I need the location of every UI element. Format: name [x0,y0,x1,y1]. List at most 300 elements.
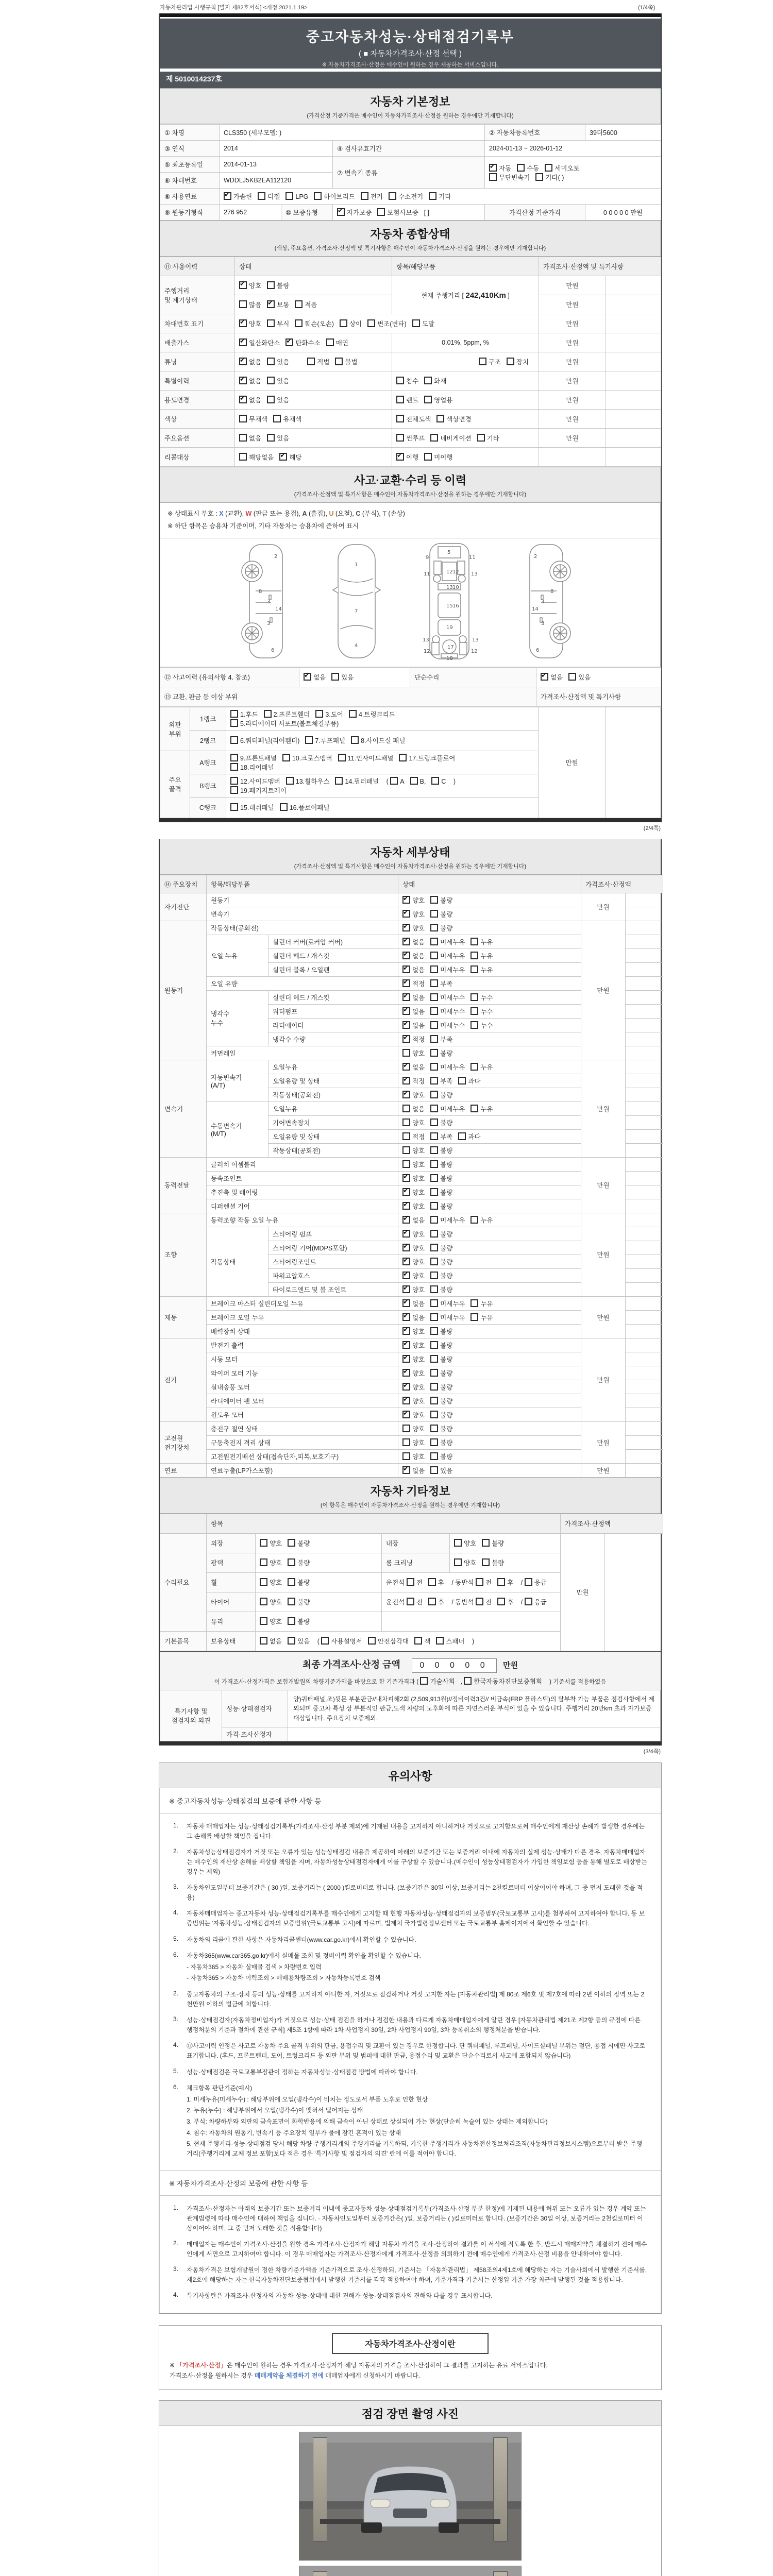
checkbox-후[interactable] [497,1597,513,1606]
checkbox-label: 수동 [527,164,540,172]
checkbox-적정[interactable] [402,1035,425,1044]
cell: 주요 골격 [160,751,190,818]
checkbox-양호[interactable] [402,1452,425,1461]
checkbox-미세누수[interactable] [430,993,465,1002]
checkbox-16.플로어패널[interactable] [280,803,330,812]
checkbox-1.후드[interactable] [230,709,258,719]
checkbox-13.휠하우스[interactable] [286,776,330,786]
checkbox-적법[interactable] [307,357,329,366]
checkbox-미세누유[interactable] [430,1313,465,1322]
notice-item [173,1848,647,1876]
checkbox-icon [430,993,438,1001]
cell [226,751,539,774]
cell: 가격조사·산정액 [581,875,663,893]
checkbox-18.리어패널[interactable] [230,762,274,772]
checkbox-응급[interactable] [525,1578,547,1587]
checkbox-15.대쉬패널[interactable] [230,803,274,812]
checkbox-있음[interactable] [267,395,289,404]
notice-item [173,2291,647,2301]
checkbox-없음[interactable] [239,376,261,385]
checkbox-label: 양호 [464,1560,477,1567]
checkbox-label: 양호 [412,1439,425,1447]
checkbox-양호[interactable] [402,1424,425,1433]
checkbox-label: 불량 [440,1425,453,1433]
checkbox-없음[interactable] [402,965,425,974]
checkbox-자동[interactable] [489,163,511,173]
checkbox-불량[interactable] [430,1257,452,1266]
checkbox-기타[interactable] [429,192,451,201]
cell: 2014-01-13 [220,157,333,173]
cell [626,1115,663,1129]
checkbox-양호[interactable] [239,281,261,290]
checkbox-기술사회[interactable] [420,1676,455,1686]
checkbox-LPG[interactable] [285,192,308,200]
checkbox-양호[interactable] [402,1410,425,1419]
checkbox-불량[interactable] [430,1160,452,1169]
text: (흠집), [307,510,329,517]
checkbox-icon [230,803,238,811]
checkbox-label: 양호 [412,1049,425,1057]
checkbox-양호[interactable] [402,1243,425,1252]
checkbox-icon [525,1598,532,1605]
cell [398,962,581,976]
checkbox-누수[interactable] [470,1021,493,1030]
checkbox-6.쿼터패널(리어휀더)[interactable] [230,736,299,745]
checkbox-icon [430,979,438,987]
checkbox-icon [424,396,432,403]
notice-text: 자동차365(www.car365.go.kr)에서 실매물 조회 및 정비이력 확인을 확인할 수 있습니다. [187,1952,421,1960]
checkbox-있음[interactable] [568,672,591,682]
svg-text:8: 8 [259,588,262,595]
checkbox-미세누유[interactable] [430,1299,465,1308]
checkbox-양호[interactable] [402,1354,425,1364]
checkbox-도말[interactable] [412,319,434,328]
checkbox-구조[interactable] [479,357,501,366]
checkbox-후[interactable] [497,1578,513,1587]
checkbox-label: 침수 [406,378,419,385]
checkbox-불법[interactable] [335,357,357,366]
checkbox-누유[interactable] [470,937,493,946]
cell: 배출가스 [160,333,235,352]
checkbox-양호[interactable] [402,1118,425,1127]
checkbox-썬루프[interactable] [396,433,425,443]
checkbox-미세누유[interactable] [430,937,465,946]
cell: 작동상태(공회전) [207,921,398,935]
checkbox-과다[interactable] [458,1076,480,1086]
checkbox-무채색[interactable] [239,414,267,423]
checkbox-19.패키지트레이[interactable] [230,786,287,795]
checkbox-없음[interactable] [402,1062,425,1072]
notice-subtext: - 자동차365 > 자동차 이력조회 > 매매용차량조회 > 자동차등록번호 검색 [187,1974,381,1982]
checkbox-불량[interactable] [430,1341,452,1350]
cell [392,391,539,410]
checkbox-디젤[interactable] [258,192,280,201]
checkbox-양호[interactable] [260,1617,282,1626]
checkbox-한국자동차진단보증협회[interactable] [464,1676,542,1686]
checkbox-불량[interactable] [430,1271,452,1280]
checkbox-불량[interactable] [288,1538,310,1548]
checkbox-label: 안전삼각대 [377,1638,409,1645]
checkbox-장치[interactable] [507,357,529,366]
cell: 만원 [581,1213,626,1296]
checkbox-부족[interactable] [430,1076,452,1086]
checkbox-보통[interactable] [267,300,289,309]
checkbox-양호[interactable] [260,1558,282,1567]
checkbox-누수[interactable] [470,993,493,1002]
checkbox-불량[interactable] [430,1229,452,1239]
checkbox-자가보증[interactable] [337,208,372,217]
checkbox-양호[interactable] [402,1396,425,1405]
checkbox-icon [430,1021,438,1029]
checkbox-누유[interactable] [470,1313,493,1322]
checkbox-양호[interactable] [402,1285,425,1294]
cell: 와이퍼 모터 기능 [207,1366,398,1380]
checkbox-없음[interactable] [402,1021,425,1030]
checkbox-미세누유[interactable] [430,1062,465,1072]
checkbox-미세누유[interactable] [430,951,465,960]
checkbox-보험사보증[interactable] [377,208,418,217]
checkbox-12.사이드멤버[interactable] [230,776,280,786]
checkbox-불량[interactable] [430,1396,452,1405]
checkbox-누유[interactable] [470,1215,493,1225]
checkbox-불량[interactable] [430,1410,452,1419]
checkbox-상이[interactable] [340,319,362,328]
cell [626,1394,663,1408]
checkbox-있음[interactable] [267,376,289,385]
checkbox-누유[interactable] [470,951,493,960]
checkbox-없음[interactable] [239,357,261,366]
checkbox-매연[interactable] [326,338,348,347]
checkbox-5.라디에이터 서포트(볼트체결부품)[interactable] [230,719,339,728]
checkbox-없음[interactable] [402,1299,425,1308]
checkbox-양호[interactable] [260,1597,282,1606]
checkbox-label: 있음 [440,1467,453,1475]
checkbox-불량[interactable] [430,895,452,905]
checkbox-가솔린[interactable] [224,192,252,201]
svg-text:9: 9 [426,554,429,561]
checkbox-불량[interactable] [430,1424,452,1433]
checkbox-부족[interactable] [430,1035,452,1044]
checkbox-있음[interactable] [430,1466,452,1475]
checkbox-기타[interactable] [477,433,499,443]
checkbox-2.프론트휀더[interactable] [264,709,310,719]
checkbox-기타( )[interactable] [535,173,564,182]
checkbox-icon [430,1341,438,1349]
cell [398,1366,581,1380]
checkbox-네비게이션[interactable] [430,433,471,443]
notice-number: 1. [173,2204,179,2212]
checkbox-없음[interactable] [541,672,563,682]
checkbox-불량[interactable] [430,1090,452,1099]
checkbox-없음[interactable] [402,1104,425,1113]
checkbox-icon [402,1160,410,1168]
checkbox-11.인사이드패널[interactable] [338,753,394,762]
checkbox-양호[interactable] [402,1341,425,1350]
cell: 1랭크 [190,707,226,730]
checkbox-미세누유[interactable] [430,1215,465,1225]
checkbox-양호[interactable] [402,923,425,933]
checkbox-양호[interactable] [402,909,425,919]
checkbox-불량[interactable] [430,1354,452,1364]
checkbox-양호[interactable] [402,1257,425,1266]
cell [235,429,392,448]
checkbox-해당없음[interactable] [239,452,274,462]
checkbox-8.사이드실 패널[interactable] [351,736,405,745]
checkbox-양호[interactable] [402,895,425,905]
checkbox-label: 있음 [578,674,591,681]
checkbox-누수[interactable] [470,1007,493,1016]
checkbox-양호[interactable] [454,1558,476,1567]
cell: 고전원전기배선 상태(접속단자,피복,보호기구) [207,1449,398,1463]
checkbox-양호[interactable] [402,1271,425,1280]
cell [382,1572,561,1592]
checkbox-색상변경[interactable] [436,414,471,423]
checkbox-양호[interactable] [239,319,261,328]
checkbox-label: 과다 [468,1077,481,1085]
checkbox-훼손(오손)[interactable] [295,319,334,328]
checkbox-전기[interactable] [361,192,383,201]
checkbox-14.필러패널[interactable] [335,776,379,786]
checkbox-checked-icon [402,1466,410,1474]
checkbox-부족[interactable] [430,1132,452,1141]
checkbox-전[interactable] [407,1597,423,1606]
checkbox-세미오토[interactable] [545,163,579,173]
checkbox-10.크로스멤버[interactable] [282,753,332,762]
checkbox-없음[interactable] [402,937,425,946]
checkbox-불량[interactable] [430,1382,452,1392]
svg-text:7: 7 [355,608,358,614]
checkbox-전[interactable] [407,1578,423,1587]
checkbox-누유[interactable] [470,1299,493,1308]
checkbox-C[interactable] [431,777,446,785]
cell [256,1533,382,1553]
checkbox-없음[interactable] [402,1007,425,1016]
checkbox-label: 후 [438,1599,444,1606]
checkbox-누유[interactable] [470,965,493,974]
checkbox-4.트렁크리드[interactable] [349,709,395,719]
checkbox-적정[interactable] [402,1132,425,1141]
checkbox-없음[interactable] [239,433,261,443]
checkbox-사용설명서[interactable] [321,1636,362,1646]
cell [382,1592,561,1612]
checkbox-불량[interactable] [430,1243,452,1252]
checkbox-불량[interactable] [288,1558,310,1567]
checkbox-양호[interactable] [402,1382,425,1392]
cell: 충전구 절연 상태 [207,1421,398,1435]
checkbox-label: 없음 [412,1105,425,1113]
checkbox-침수[interactable] [396,376,418,385]
checkbox-label: 불량 [440,1230,453,1238]
checkbox-전체도색[interactable] [396,414,431,423]
text: (요철), [333,510,356,517]
checkbox-응급[interactable] [525,1597,547,1606]
checkbox-미세누수[interactable] [430,1021,465,1030]
checkbox-불량[interactable] [430,1452,452,1461]
checkbox-checked-icon [402,910,410,918]
checkbox-icon [470,938,478,945]
checkbox-양호[interactable] [402,1201,425,1211]
checkbox-후[interactable] [428,1578,444,1587]
checkbox-icon [430,1397,438,1404]
checkbox-3.도어[interactable] [315,709,343,719]
svg-text:14: 14 [532,606,539,612]
checkbox-label: 7.루프패널 [315,737,346,744]
checkbox-17.트렁크플로어[interactable] [399,753,455,762]
cell [398,1088,581,1101]
cell [256,1553,382,1572]
checkbox-불량[interactable] [482,1538,504,1548]
checkbox-불량[interactable] [430,1048,452,1058]
price-select-line: ( ■ 자동차가격조사·산정 선택 ) [358,49,462,58]
checkbox-수소전기[interactable] [389,192,423,201]
checkbox-양호[interactable] [402,1174,425,1183]
checkbox-이행[interactable] [396,452,418,462]
checkbox-없음[interactable] [239,395,261,404]
cell [398,1227,581,1241]
checkbox-label: 수소전기 [398,193,424,200]
checkbox-없음[interactable] [402,1466,425,1475]
checkbox-불량[interactable] [288,1597,310,1606]
checkbox-미세누유[interactable] [430,1104,465,1113]
checkbox-과다[interactable] [458,1132,480,1141]
checkbox-불량[interactable] [430,909,452,919]
checkbox-label: 장치 [516,359,529,366]
checkbox-해당[interactable] [279,452,301,462]
checkbox-B,[interactable] [410,777,426,785]
checkbox-부족[interactable] [430,979,452,988]
checkbox-부식[interactable] [267,319,289,328]
cell [626,1213,663,1227]
checkbox-양호[interactable] [402,1229,425,1239]
checkbox-하이브리드[interactable] [314,192,355,201]
checkbox-많음[interactable] [239,300,261,309]
checkbox-렌트[interactable] [396,395,418,404]
checkbox-불량[interactable] [288,1578,310,1587]
checkbox-스패너[interactable] [436,1636,464,1646]
checkbox-7.루프패널[interactable] [305,736,345,745]
cell: 제동 [160,1296,207,1338]
text: U [329,510,334,517]
checkbox-9.프론트패널[interactable] [230,753,277,762]
checkbox-없음[interactable] [402,1313,425,1322]
checkbox-label: 양호 [412,1328,425,1335]
checkbox-후[interactable] [428,1597,444,1606]
checkbox-미세누수[interactable] [430,1007,465,1016]
checkbox-불량[interactable] [430,1188,452,1197]
checkbox-유채색[interactable] [273,414,301,423]
checkbox-icon [239,434,247,442]
cell: 브레이크 마스터 실린더오일 누유 [207,1296,398,1310]
checkbox-양호[interactable] [402,1327,425,1336]
checkbox-icon [430,1438,438,1446]
checkbox-icon [402,1118,410,1126]
checkbox-불량[interactable] [430,1438,452,1447]
checkbox-있음[interactable] [267,357,289,366]
checkbox-적음[interactable] [295,300,317,309]
checkbox-label: 불량 [440,924,453,932]
checkbox-무단변속기[interactable] [489,173,530,182]
checkbox-누유[interactable] [470,1104,493,1113]
checkbox-변조(변타)[interactable] [367,319,407,328]
checkbox-양호[interactable] [402,1146,425,1155]
checkbox-미세누유[interactable] [430,965,465,974]
cell [398,921,581,935]
checkbox-A[interactable] [390,777,404,785]
checkbox-영업용[interactable] [424,395,452,404]
checkbox-있음[interactable] [267,433,289,443]
checkbox-전[interactable] [476,1597,492,1606]
cell: 구동축전지 격리 상태 [207,1435,398,1449]
checkbox-적정[interactable] [402,979,425,988]
notice-item [173,1822,647,1841]
checkbox-미이행[interactable] [424,452,452,462]
checkbox-양호[interactable] [402,1368,425,1378]
checkbox-양호[interactable] [454,1538,476,1548]
checkbox-없음[interactable] [402,1215,425,1225]
checkbox-일산화탄소[interactable] [239,338,280,347]
checkbox-없음[interactable] [402,993,425,1002]
cell: 수리필요 [160,1533,207,1631]
checkbox-icon [430,1272,438,1279]
checkbox-icon [430,1188,438,1196]
checkbox-누유[interactable] [470,1062,493,1072]
checkbox-불량[interactable] [430,1118,452,1127]
checkbox-수동[interactable] [517,163,539,173]
checkbox-양호[interactable] [260,1578,282,1587]
checkbox-label: 과다 [468,1133,481,1141]
checkbox-적정[interactable] [402,1076,425,1086]
checkbox-불량[interactable] [288,1617,310,1626]
checkbox-불량[interactable] [430,1285,452,1294]
checkbox-불량[interactable] [430,1174,452,1183]
cell: 자동변속기 (A/T) [207,1060,268,1101]
checkbox-탄화수소[interactable] [285,338,320,347]
checkbox-불량[interactable] [482,1558,504,1567]
cell: 라디에이터 팬 모터 [207,1394,398,1408]
checkbox-있음[interactable] [331,672,354,682]
checkbox-양호[interactable] [402,1188,425,1197]
checkbox-icon [568,673,576,681]
checkbox-전[interactable] [476,1578,492,1587]
checkbox-icon [288,1539,295,1547]
checkbox-불량[interactable] [430,1201,452,1211]
checkbox-양호[interactable] [260,1538,282,1548]
checkbox-불량[interactable] [430,1368,452,1378]
checkbox-label: 없음 [412,1008,425,1015]
checkbox-불량[interactable] [430,923,452,933]
cell: 만원 [561,1533,605,1651]
checkbox-없음[interactable] [260,1636,282,1646]
checkbox-양호[interactable] [402,1160,425,1169]
checkbox-화재[interactable] [424,376,446,385]
checkbox-잭[interactable] [414,1636,430,1646]
checkbox-불량[interactable] [267,281,289,290]
checkbox-없음[interactable] [304,672,326,682]
checkbox-label: 13.휠하우스 [295,777,330,785]
checkbox-양호[interactable] [402,1048,425,1058]
final-price-value: 0 0 0 0 0 [412,1658,496,1673]
checkbox-label: 불량 [440,1091,453,1099]
checkbox-불량[interactable] [430,1327,452,1336]
checkbox-없음[interactable] [402,951,425,960]
checkbox-있음[interactable] [288,1636,310,1646]
cell: 동력조향 작동 오일 누유 [207,1213,398,1227]
checkbox-불량[interactable] [430,1146,452,1155]
checkbox-양호[interactable] [402,1438,425,1447]
checkbox-양호[interactable] [402,1090,425,1099]
checkbox-안전삼각대[interactable] [368,1636,409,1646]
checkbox-icon [410,777,418,785]
